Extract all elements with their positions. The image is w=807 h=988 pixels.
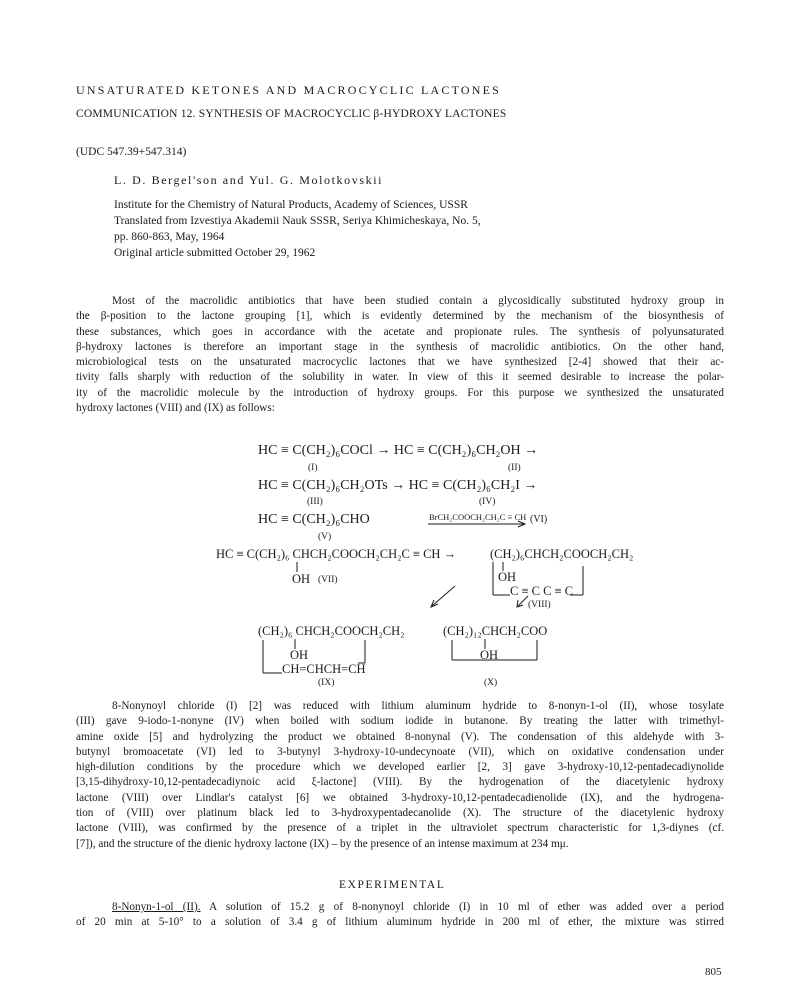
text-line: ity of the macrolidic molecule by the introduction of hydroxy groups. For this purpose we synthesized the unsaturated (76, 386, 724, 399)
diyne-bridge: C ≡ C C ≡ C (510, 584, 574, 598)
text-line: of 20 min at 5-10° to a solution of 3.4 g of lithium aluminum hydride in 200 ml of ether, the mixture was stirred (76, 916, 724, 929)
text-line: (III) gave 9-iodo-1-nonyne (IV) when boiled with sodium iodide in butanone. By treating the latter with trimethyl- (76, 715, 724, 728)
text-line: hydroxy lactones (VIII) and (IX) as follows: (76, 402, 275, 415)
scheme-row-5b: (CH₂)₁₂CHCH₂COO (443, 624, 548, 638)
text-line: these substances, which goes in accordance with the acetate and propionate rules. The synthesis of polyunsaturated (76, 325, 724, 338)
scheme-row-4b: (CH₂)₆CHCH₂COOCH₂CH₂ (490, 547, 634, 561)
text-line: lactone (VIII) over Lindlar's catalyst [6] we obtained 3-hydroxy-10,12-pentadecadienolide (IX), and the hydrogena- (76, 791, 724, 804)
compound-label-ix: (IX) (318, 678, 335, 688)
body-paragraph (76, 699, 724, 852)
series-title: UNSATURATED KETONES AND MACROCYCLIC LACTONES (76, 83, 502, 97)
hydroxy-group: OH (498, 570, 517, 584)
compound-subheading: 8-Nonyn-1-ol (II). (112, 901, 201, 913)
compound-label-vii: (VII) (318, 575, 338, 585)
text-line: lactone (VIII), was confirmed by the presence of a triplet in the ultraviolet spectrum characteristic for 1,3-diynes (cf. (76, 822, 724, 835)
intro-paragraph (76, 294, 724, 416)
compound-label-v: (V) (318, 532, 332, 542)
text-line: [3,15-dihydroxy-10,12-pentadecadiynoic acid ξ-lactone] (VIII). By the hydrogenation of the diacetylenic hydroxy (76, 776, 724, 789)
translation-source: Translated from Izvestiya Akademii Nauk SSSR, Seriya Khimicheskaya, No. 5, (114, 215, 481, 227)
text-line: β-hydroxy lactones is therefore an important stage in the synthesis of macrolidic antibiotics. On the other hand, (76, 340, 724, 353)
scheme-row-1: HC ≡ C(CH₂)₆COCl → HC ≡ C(CH₂)₆CH₂OH → (258, 443, 539, 458)
diene-bridge: CH=CHCH=CH (282, 662, 366, 676)
experimental-heading: EXPERIMENTAL (339, 879, 446, 891)
compound-label-ii: (II) (508, 463, 521, 473)
scheme-row-2: HC ≡ C(CH₂)₆CH₂OTs → HC ≡ C(CH₂)₆CH₂I → (258, 478, 538, 493)
udc-code: (UDC 547.39+547.314) (76, 146, 187, 158)
page-number: 805 (705, 966, 722, 978)
text-line: butynyl bromoacetate (VI) led to 3-butynyl 3-hydroxy-10-undecynoate (VII), which on oxidative condensation under (76, 745, 724, 758)
text-line: 8-Nonynoyl chloride (I) [2] was reduced with lithium aluminum hydride to 8-nonyn-1-ol (II), whose tosylate (112, 700, 724, 712)
compound-label-iv: (IV) (479, 497, 496, 507)
text-line (76, 900, 724, 915)
text-line: [7]), and the structure of the dienic hydroxy lactone (IX) – by the presence of an intense maximum at 234 mμ. (76, 837, 569, 850)
compound-label-iii: (III) (307, 497, 323, 507)
reagent-label: BrCH₂COOCH₂CH₂C ≡ CH (429, 512, 527, 522)
submission-date: Original article submitted October 29, 1962 (114, 247, 316, 259)
compound-label-i: (I) (308, 463, 318, 473)
text-line: microbiological tests on the unsaturated macrocyclic lactones that we have synthesized [2-4] showed that their ac- (76, 356, 724, 369)
text-line: tivity falls sharply with reduction of the solubility in water. In view of this it seemed desirable to increase the polar- (76, 371, 724, 384)
text-line: amine oxide [5] and hydrolyzing the product we obtained 8-nonynal (V). The condensation of this aldehyde with 3- (76, 730, 724, 743)
text-line: high-dilution conditions by the procedure which we developed earlier [2, 3] gave 3-hydroxy-10,12-pentadecadiynolide (76, 761, 724, 774)
text-line: tion of (VIII) over platinum black led to 3-hydroxypentadecanolide (X). The structure of the diacetylenic hydroxy (76, 807, 724, 820)
hydroxy-group: OH (290, 648, 309, 662)
hydroxy-group: OH (480, 648, 499, 662)
institute: Institute for the Chemistry of Natural Products, Academy of Sciences, USSR (114, 199, 468, 211)
experimental-paragraph (76, 900, 724, 931)
page-range: pp. 860-863, May, 1964 (114, 231, 225, 243)
authors: L. D. Bergel'son and Yul. G. Molotkovskii (114, 173, 384, 187)
hydroxy-group: OH (292, 572, 311, 586)
compound-label-viii: (VIII) (528, 600, 551, 610)
scheme-row-3: HC ≡ C(CH₂)₆CHO (258, 512, 370, 527)
compound-label-vi: (VI) (530, 514, 548, 525)
text-line: Most of the macrolidic antibiotics that have been studied contain a glycosidically substituted hydroxy group in (112, 295, 724, 307)
communication-title: COMMUNICATION 12. SYNTHESIS OF MACROCYCLIC β-HYDROXY LACTONES (76, 108, 507, 120)
compound-label-x: (X) (484, 678, 498, 688)
scheme-row-5a: (CH₂)₆ CHCH₂COOCH₂CH₂ (258, 624, 405, 638)
text-line: the β-position to the lactone grouping [1], which is evidently determined by the mechanism of the biosynthesis of (76, 310, 724, 323)
text-fragment: A solution of 15.2 g of 8-nonynoyl chloride (I) in 10 ml of ether was added over a period (200, 901, 724, 913)
scheme-row-4a: HC ≡ C(CH₂)₆ CHCH₂COOCH₂CH₂C ≡ CH → (216, 547, 457, 561)
